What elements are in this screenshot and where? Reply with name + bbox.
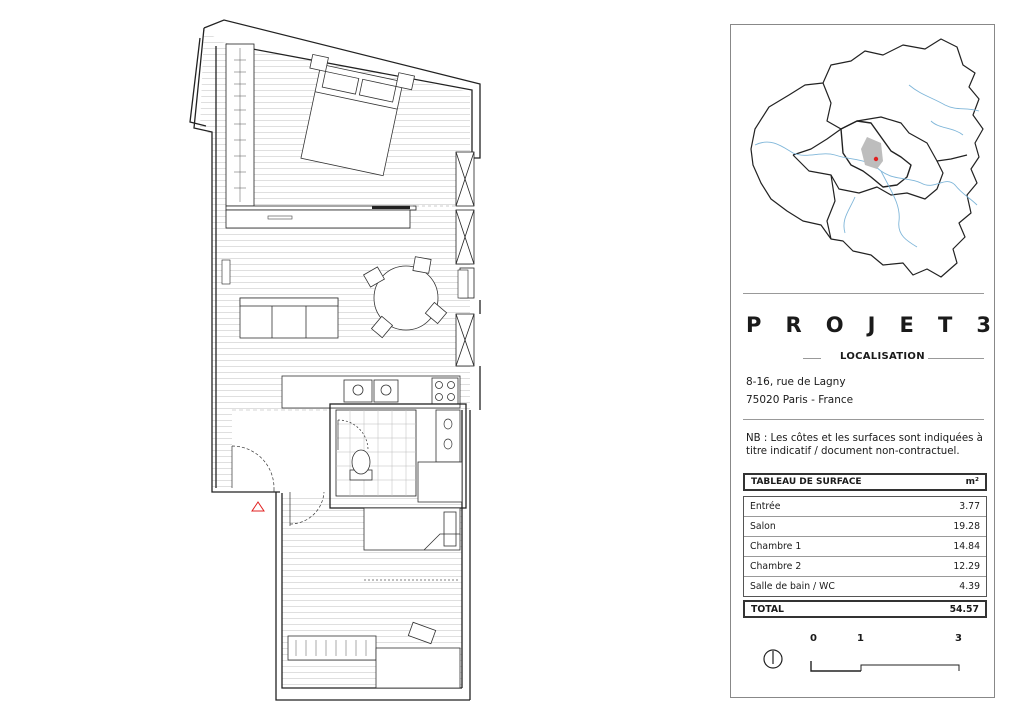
total-value: 54.57 xyxy=(949,603,979,615)
surface-table-rows xyxy=(743,496,987,597)
table-row xyxy=(744,516,986,536)
room-name: Entrée xyxy=(750,501,781,512)
title-letter: E xyxy=(899,313,914,337)
north-arrow-icon xyxy=(761,647,791,677)
room-area: 12.29 xyxy=(953,561,980,572)
map-inner-boundary-south xyxy=(827,175,835,239)
entrance-door xyxy=(232,446,274,492)
table-row xyxy=(744,496,986,516)
surface-table-total xyxy=(743,600,987,618)
title-letter: R xyxy=(785,313,802,337)
surface-table-title: TABLEAU DE SURFACE xyxy=(751,477,862,487)
info-panel xyxy=(730,24,995,698)
surface-table-header xyxy=(743,473,987,491)
sofa xyxy=(240,298,338,338)
windows xyxy=(456,152,474,366)
scale-tick-0: 0 xyxy=(810,633,817,644)
scale-bar xyxy=(809,647,979,677)
room-area: 3.77 xyxy=(959,501,980,512)
scale-section xyxy=(751,633,991,683)
project-title xyxy=(746,313,991,337)
location-header xyxy=(743,351,984,365)
project-district-highlight xyxy=(861,137,883,169)
location-map xyxy=(731,25,994,293)
title-letter: O xyxy=(825,313,844,337)
divider-middle xyxy=(743,419,984,420)
entrance-marker-icon xyxy=(252,502,264,511)
table-row xyxy=(744,536,986,556)
room-area: 14.84 xyxy=(953,541,980,552)
bathroom xyxy=(330,404,466,508)
location-label: LOCALISATION xyxy=(837,351,928,362)
kitchen-counter xyxy=(282,376,460,408)
room-name: Chambre 1 xyxy=(750,541,802,552)
address-line-1: 8-16, rue de Lagny xyxy=(746,376,846,388)
address-line-2: 75020 Paris - France xyxy=(746,394,854,406)
disclaimer-note: NB : Les côtes et les surfaces sont indiquées à titre indicatif / document non-contractuel. xyxy=(746,433,983,457)
room-name: Chambre 2 xyxy=(750,561,802,572)
title-letter: J xyxy=(867,313,876,337)
title-letter: T xyxy=(937,313,953,337)
divider-top xyxy=(743,293,984,294)
project-location-marker xyxy=(874,157,878,161)
room-area: 19.28 xyxy=(953,521,980,532)
map-inner-boundary-north xyxy=(823,83,967,161)
table-row xyxy=(744,576,986,596)
room-area: 4.39 xyxy=(959,581,980,592)
scale-tick-1: 1 xyxy=(857,633,864,644)
title-letter: P xyxy=(746,313,762,337)
scale-tick-3: 3 xyxy=(955,633,962,644)
surface-table-unit: m² xyxy=(965,477,979,487)
room-name: Salle de bain / WC xyxy=(750,581,835,592)
room-name: Salon xyxy=(750,521,776,532)
title-letter: 3 xyxy=(976,313,991,337)
total-label: TOTAL xyxy=(751,603,784,615)
location-rule-left xyxy=(803,358,821,359)
table-row xyxy=(744,556,986,576)
surface-table xyxy=(743,473,987,618)
rivers xyxy=(755,85,979,247)
single-bed xyxy=(364,508,460,550)
